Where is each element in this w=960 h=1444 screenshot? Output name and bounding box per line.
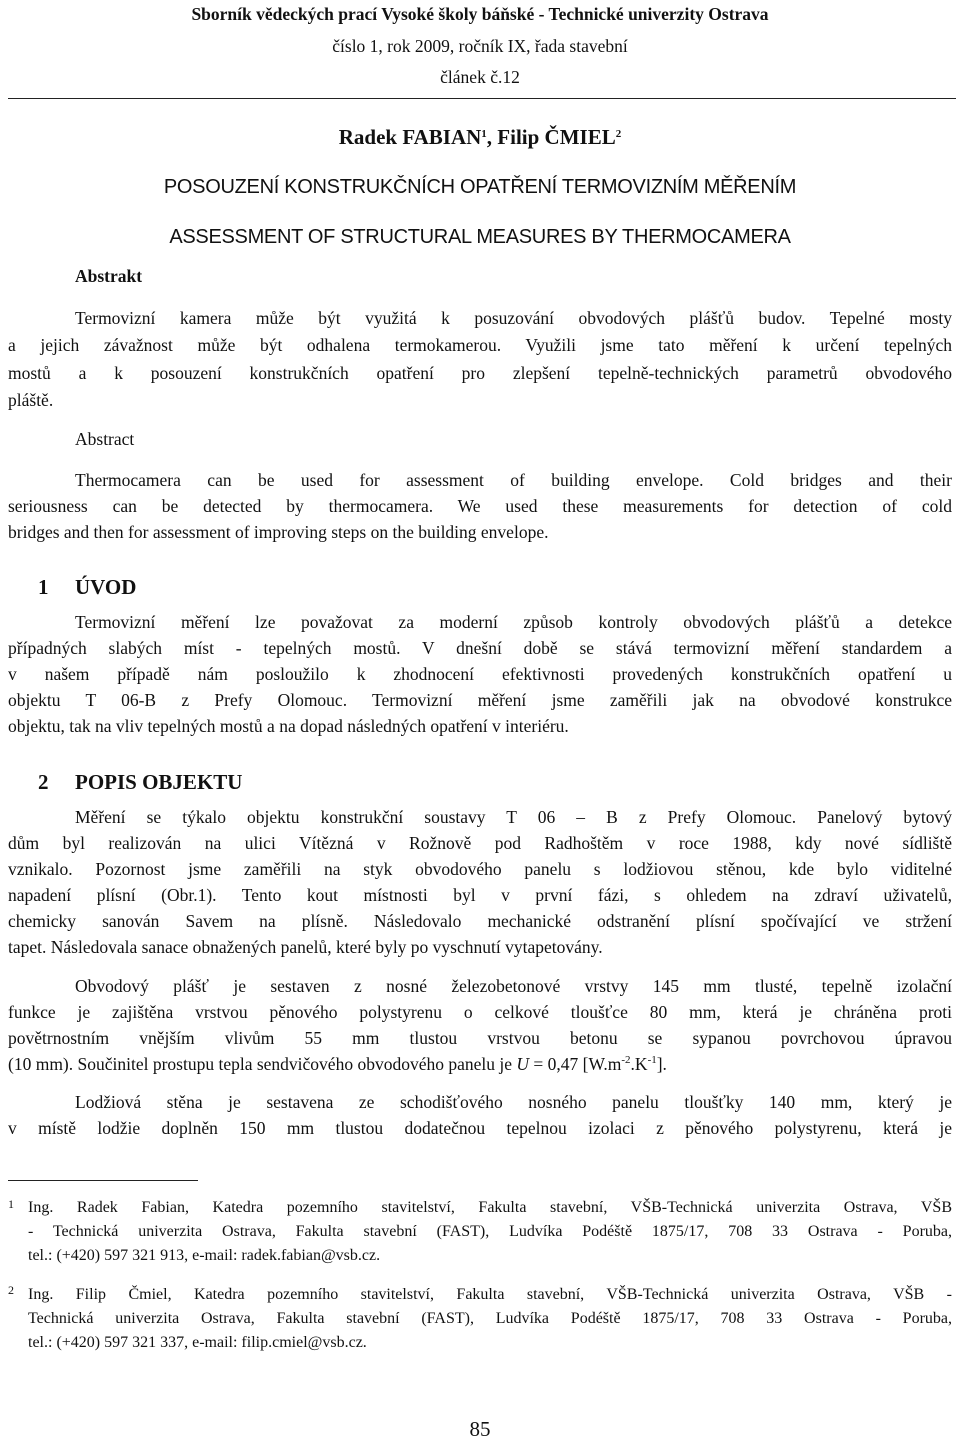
section-2-line: Lodžiová stěna je sestavena ze schodišťového nosného panelu tloušťky 140 mm, který je [75,1092,952,1112]
abstrakt-heading: Abstrakt [75,266,143,286]
section-2-line: tapet. Následovala sanace obnažených panelů, které byly po vyschnutí vytapetovány. [8,937,603,957]
page-number: 85 [469,1417,491,1441]
footnote-2-mark: 2 [8,1283,14,1297]
footnote-rule [8,1180,198,1181]
journal-title: Sborník vědeckých prací Vysoké školy báňské - Technické univerzity Ostrava [191,4,769,24]
footnote-1-mark: 1 [8,1197,14,1211]
u-value-line: (10 mm). Součinitel prostupu tepla sendvičového obvodového panelu je U = 0,47 $[W.m^{-2}.K^{-1}]$. [8,1054,667,1074]
section-2-line: Měření se týkalo objektu konstrukční soustavy T 06 – B z Prefy Olomouc. Panelový bytový [75,807,952,827]
section-2-line: chemicky sanován Savem na plísně. Následovalo mechanické odstranění plísní spočívající ve stržení [8,911,952,931]
section-1-line: Termovizní měření lze považovat za moderní způsob kontroly obvodových plášťů a detekce [75,612,952,632]
abstract-line: seriousness can be detected by thermocamera. We used these measurements for detection of cold [8,496,952,516]
header-rule [8,98,956,99]
author-1-footnote-mark: 1 [481,128,487,140]
article-number: článek č.12 [440,67,520,87]
title-czech: POSOUZENÍ KONSTRUKČNÍCH OPATŘENÍ TERMOVIZNÍM MĚŘENÍM [163,176,797,198]
section-2-line: napadení plísní (Obr.1). Tento kout místnosti byl v první fázi, s ohledem na zdraví uživatelů, [8,885,952,905]
section-2-number: 2 [38,770,49,794]
section-1-title: ÚVOD [75,575,137,599]
author-separator: , Filip ČMIEL [486,125,616,149]
section-1-line: objektu T 06-B z Prefy Olomouc. Termovizní měření jsme zaměřili jak na obvodové konstrukce [8,690,952,710]
authors-line [0,126,960,148]
footnote-1-line: tel.: (+420) 597 321 913, e-mail: radek.fabian@vsb.cz. [28,1247,381,1264]
footnote-2-line: tel.: (+420) 597 321 337, e-mail: filip.cmiel@vsb.cz. [28,1334,367,1351]
abstrakt-line: mostů a k posouzení konstrukčních opatření pro zlepšení tepelně-technických parametrů obvodového [8,363,952,383]
footnote-1-line: - Technická univerzita Ostrava, Fakulta stavební (FAST), Ludvíka Podéště 1875/17, 708 33 Ostrava - Poruba, [28,1223,952,1240]
section-2-line: funkce je zajištěna vrstvou pěnového polystyrenu o celkové tloušťce 80 mm, která je chráněna proti [8,1002,952,1022]
abstract-heading: Abstract [75,429,135,449]
abstrakt-line: a jejich závažnost může být odhalena termokamerou. Využili jsme tato měření k určení tepelných [8,335,952,355]
section-2-line: vznikalo. Pozornost jsme zaměřili na styk obvodového panelu s lodžiovou stěnou, kde bylo viditelné [8,859,952,879]
title-english: ASSESSMENT OF STRUCTURAL MEASURES BY THERMOCAMERA [169,226,791,248]
section-2-line: povětrnostním vnějším vlivům 55 mm tlustou vrstvou betonu se sypanou povrchovou úpravou [8,1028,952,1048]
author-2-footnote-mark: 2 [615,128,622,140]
journal-issue: číslo 1, rok 2009, ročník IX, řada stavební [332,36,628,56]
u-symbol: U [516,1054,530,1074]
section-1-line: v našem případě nám posloužilo k zhodnocení efektivnosti provedených konstrukčních opatření u [8,664,952,684]
section-2-title: POPIS OBJEKTU [75,770,243,794]
footnote-2-line: Technická univerzita Ostrava, Fakulta stavební (FAST), Ludvíka Podéště 1875/17, 708 33 Ostrava - Poruba, [28,1310,952,1327]
footnote-1-line: Ing. Radek Fabian, Katedra pozemního stavitelství, Fakulta stavební, VŠB-Technická univerzita Ostrava, VŠB [28,1199,952,1216]
author-1: Radek FABIAN [338,125,482,149]
section-1-line: objektu, tak na vliv tepelných mostů a na dopad následných opatření v interiéru. [8,716,569,736]
abstrakt-line: pláště. [8,390,54,410]
footnote-2-line: Ing. Filip Čmiel, Katedra pozemního stavitelství, Fakulta stavební, VŠB-Technická univerzita Ostrava, VŠB - [28,1286,952,1303]
section-2-line: Obvodový plášť je sestaven z nosné železobetonové vrstvy 145 mm tlusté, tepelně izolační [75,976,952,996]
abstract-line: bridges and then for assessment of improving steps on the building envelope. [8,522,549,542]
abstrakt-line: Termovizní kamera může být využitá k posuzování obvodových plášťů budov. Tepelné mosty [75,308,952,328]
section-1-number: 1 [38,575,49,599]
section-2-line: dům byl realizován na ulici Vítězná v Rožnově pod Radhoštěm v roce 1988, kdy nové sídliště [8,833,952,853]
abstract-line: Thermocamera can be used for assessment of building envelope. Cold bridges and their [75,470,952,490]
section-1-line: případných slabých míst - tepelných mostů. V dnešní době se stává termovizní měření standardem a [8,638,952,658]
section-2-line: v místě lodžie doplněn 150 mm tlustou dodatečnou tepelnou izolaci z pěnového polystyrenu, která je [8,1118,952,1138]
